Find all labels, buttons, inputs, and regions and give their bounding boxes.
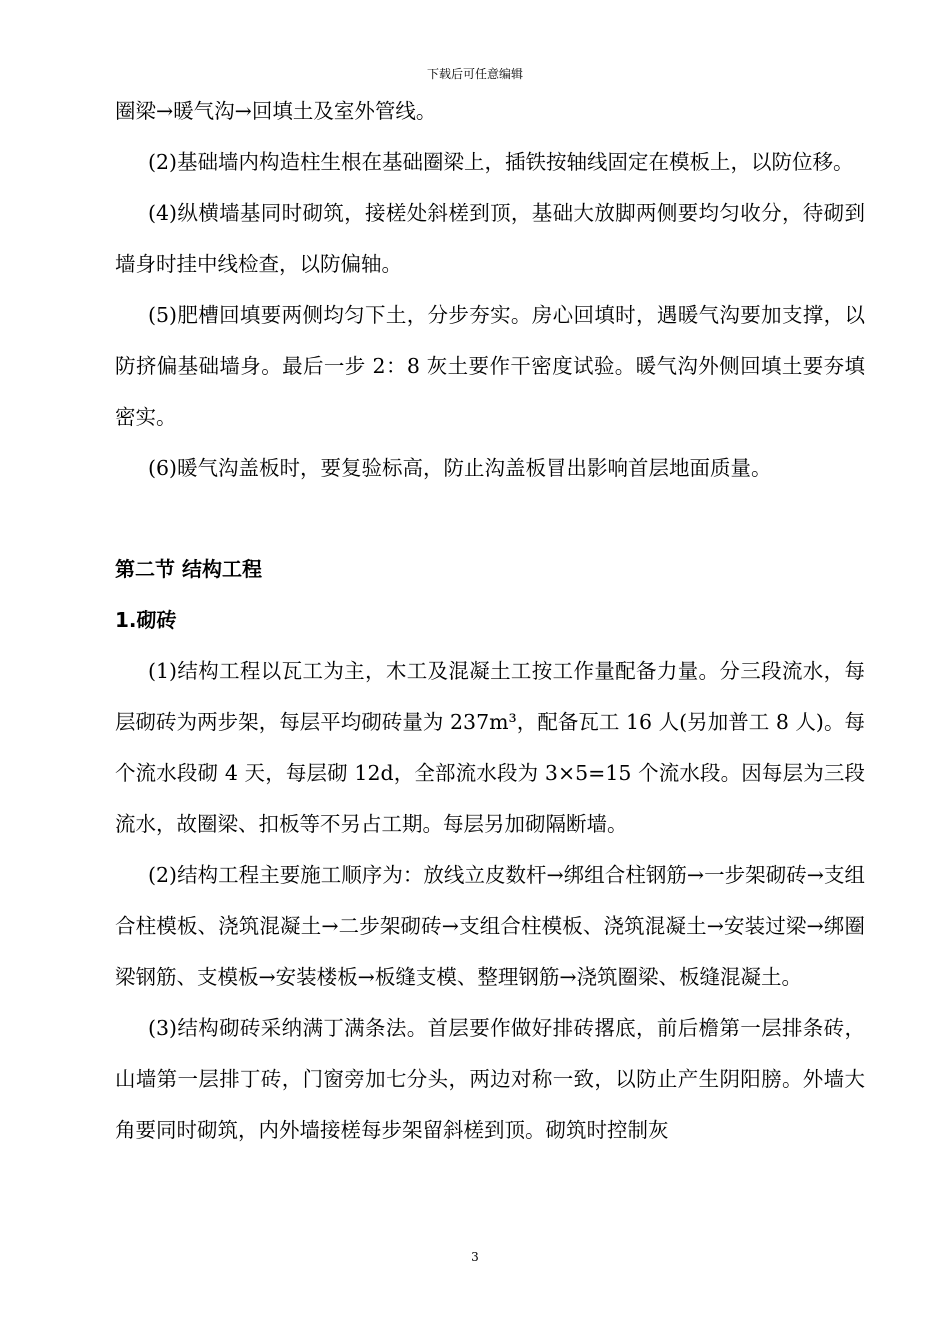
section-spacer	[115, 494, 865, 544]
paragraph-structure-1: (1)结构工程以瓦工为主，木工及混凝土工按工作量配备力量。分三段流水，每层砌砖为两步架，每层平均砌砖量为 237m³，配备瓦工 16 人(另加普工 8 人)。每个流水段砌 4 天，每层砌 12d，全部流水段为 3×5=15 个流水段。因每层为三段流水，故圈梁、扣板等不另占工期。每层另加砌隔断墙。	[115, 659, 865, 836]
subsection-title: 1.砌砖	[115, 608, 177, 632]
paragraph-continuation: 圈梁→暖气沟→回填土及室外管线。	[115, 99, 437, 123]
paragraph-item-5: (5)肥槽回填要两侧均匀下土，分步夯实。房心回填时，遇暖气沟要加支撑，以防挤偏基础墙身。最后一步 2：8 灰土要作干密度试验。暖气沟外侧回填土要夯填密实。	[115, 303, 865, 429]
page-header: 下载后可任意编辑	[426, 67, 523, 81]
paragraph-item-6: (6)暖气沟盖板时，要复验标高，防止沟盖板冒出影响首层地面质量。	[148, 456, 772, 480]
paragraph-structure-3: (3)结构砌砖采纳满丁满条法。首层要作做好排砖撂底，前后檐第一层排条砖，山墙第一层排丁砖，门窗旁加七分头，两边对称一致，以防止产生阴阳膀。外墙大角要同时砌筑，内外墙接槎每步架留斜槎到顶。砌筑时控制灰	[115, 1016, 865, 1142]
paragraph-item-4: (4)纵横墙基同时砌筑，接槎处斜槎到顶，基础大放脚两侧要均匀收分，待砌到墙身时挂中线检查，以防偏轴。	[115, 201, 865, 276]
section-title: 第二节 结构工程	[115, 557, 262, 581]
document-body	[115, 86, 865, 1156]
paragraph-structure-2: (2)结构工程主要施工顺序为：放线立皮数杆→绑组合柱钢筋→一步架砌砖→支组合柱模板、浇筑混凝土→二步架砌砖→支组合柱模板、浇筑混凝土→安装过梁→绑圈梁钢筋、支模板→安装楼板→板缝支模、整理钢筋→浇筑圈梁、板缝混凝土。	[115, 863, 865, 989]
page-number: 3	[471, 1250, 479, 1264]
paragraph-item-2: (2)基础墙内构造柱生根在基础圈梁上，插铁按轴线固定在模板上，以防位移。	[148, 150, 854, 174]
